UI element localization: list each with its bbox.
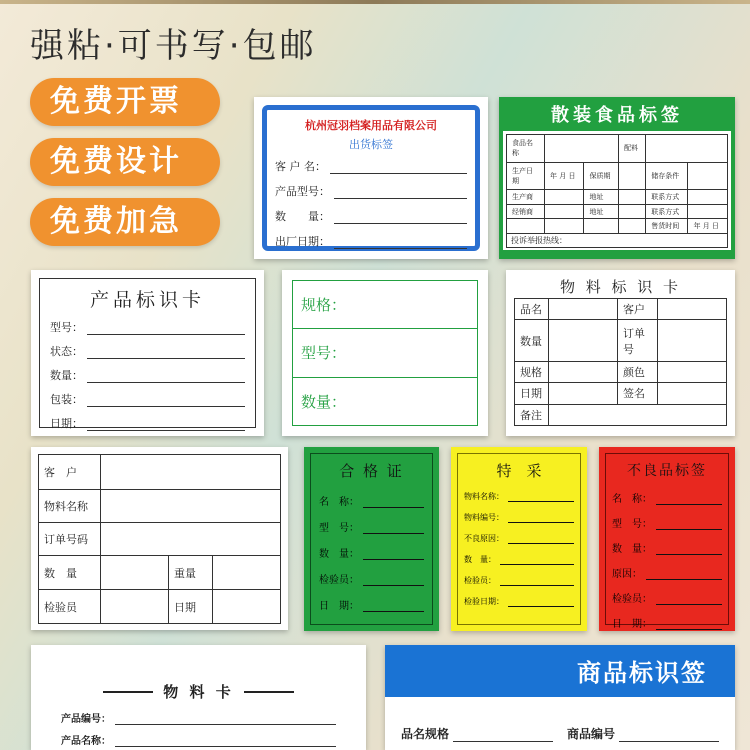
field-label: 型 号： (319, 523, 359, 534)
shipping-subtitle: 出货标签 (349, 138, 393, 151)
field-date (275, 233, 467, 249)
cell: 地址 (584, 204, 619, 219)
bulk-food-table-wrap (503, 131, 731, 250)
goods-id-label-card (385, 645, 735, 750)
field-label: 检验员： (464, 576, 496, 585)
cell: 重量 (169, 556, 213, 590)
goods-id-fields (385, 697, 735, 742)
field-label: 产品编号： (61, 714, 111, 725)
spec-row: 规格： (293, 281, 477, 329)
field (319, 493, 424, 508)
field (612, 615, 722, 630)
cell: 联系方式 (646, 204, 688, 219)
cell: 物料名称 (39, 490, 101, 523)
special-title: 特 采 (496, 462, 542, 480)
field-label: 名 称： (319, 497, 359, 508)
field (464, 554, 574, 565)
cell: 订单号码 (39, 523, 101, 556)
cell (101, 455, 281, 490)
field-product-no (61, 710, 336, 725)
cell: 日期 (169, 590, 213, 624)
field-label: 名 称： (612, 494, 652, 505)
field (319, 597, 424, 612)
field-model (50, 319, 245, 335)
top-rule (0, 0, 750, 4)
cell: 备注 (515, 404, 549, 425)
field-label: 日 期： (612, 619, 652, 630)
field-product-name (61, 732, 336, 747)
cell (101, 523, 281, 556)
cell (688, 162, 728, 190)
field-label: 不良原因： (464, 534, 504, 543)
cell (658, 361, 727, 382)
cell: 数量 (515, 320, 549, 361)
field-label: 原因： (612, 569, 642, 580)
cell (545, 135, 619, 163)
cell (619, 162, 646, 190)
bulk-food-hotline: 投诉举报热线： (506, 234, 728, 248)
cell: 储存条件 (646, 162, 688, 190)
cell: 订单号 (618, 320, 658, 361)
qty-row: 数量： (301, 392, 347, 411)
cell: 颜色 (618, 361, 658, 382)
cell: 客户 (618, 299, 658, 320)
customer-table (38, 454, 281, 624)
product-id-card (31, 270, 264, 436)
shipping-fields (275, 158, 467, 249)
company-name: 杭州冠羽档案用品有限公司 (305, 119, 437, 132)
material-id-title: 物 料 标 识 卡 (559, 278, 682, 296)
field-label: 物料名称： (464, 492, 504, 501)
field (464, 512, 574, 523)
qualified-title: 合 格 证 (339, 462, 404, 480)
cell: 年 月 日 (688, 219, 728, 234)
spec-frame (292, 280, 478, 426)
cell: 数 量 (39, 556, 101, 590)
cell (213, 590, 281, 624)
field (464, 491, 574, 502)
cell: 检验员 (39, 590, 101, 624)
cell (545, 204, 584, 219)
cell (101, 490, 281, 523)
qualified-frame (310, 453, 433, 625)
field-label: 品名规格 (401, 727, 450, 741)
cell (688, 190, 728, 205)
divider (244, 691, 294, 693)
cell (658, 320, 727, 361)
cell: 经销商 (507, 204, 545, 219)
material-card (31, 645, 366, 750)
qualified-card (304, 447, 439, 631)
field-label: 数 量： (464, 555, 496, 564)
cell (101, 556, 169, 590)
cell (619, 204, 646, 219)
cell (658, 383, 727, 404)
field-label: 型号： (50, 321, 83, 334)
field-label: 检验日期： (464, 597, 504, 606)
field-label: 检验员： (612, 594, 652, 605)
cell: 食品名称 (507, 135, 545, 163)
divider (103, 691, 153, 693)
field-label: 包装： (50, 393, 83, 406)
cell (646, 135, 728, 163)
cell (545, 190, 584, 205)
spec-card (282, 270, 488, 436)
material-id-card (506, 270, 735, 436)
cell (688, 204, 728, 219)
cell: 生产商 (507, 190, 545, 205)
cell (545, 219, 584, 234)
material-card-header (61, 681, 336, 702)
field-label: 客 户 名： (275, 160, 326, 173)
cell (549, 383, 618, 404)
material-id-table (514, 298, 727, 426)
cell: 日期 (515, 383, 549, 404)
field-label: 数量： (50, 369, 83, 382)
cell: 地址 (584, 190, 619, 205)
special-frame (457, 453, 581, 625)
customer-card (31, 447, 288, 630)
field (612, 540, 722, 555)
material-card-fields (61, 710, 336, 747)
shipping-label-frame (262, 105, 480, 251)
cell: 年 月 日 (545, 162, 584, 190)
cell: 规格 (515, 361, 549, 382)
bulk-food-title: 散装食品标签 (551, 105, 683, 126)
cell: 品名 (515, 299, 549, 320)
field-date (50, 415, 245, 431)
field (464, 596, 574, 607)
defective-title: 不良品标签 (627, 463, 707, 479)
shipping-label-card (254, 97, 488, 259)
cell: 客 户 (39, 455, 101, 490)
headline: 强粘·可书写·包邮 (30, 26, 317, 66)
field-label: 产品名称： (61, 736, 111, 747)
cell: 联系方式 (646, 190, 688, 205)
cell (549, 404, 727, 425)
field-qty (275, 208, 467, 224)
defective-fields (612, 490, 722, 630)
cell (507, 219, 545, 234)
field-label: 检验员： (319, 575, 359, 586)
bulk-food-label-card (499, 97, 735, 259)
goods-id-title: 商品标识签 (385, 645, 735, 697)
field-qty (50, 367, 245, 383)
qualified-fields (319, 493, 424, 612)
product-id-fields (50, 319, 245, 431)
field-spec (401, 725, 553, 742)
cell: 售货时间 (646, 219, 688, 234)
cell (619, 219, 646, 234)
field-label: 出厂日期： (275, 235, 330, 248)
field-model (275, 183, 467, 199)
field-customer (275, 158, 467, 174)
field-status (50, 343, 245, 359)
badge-free-invoice: 免费开票 (30, 78, 220, 126)
field (319, 545, 424, 560)
cell: 签名 (618, 383, 658, 404)
field-label: 数 量： (319, 549, 359, 560)
field-label: 数 量： (275, 210, 330, 223)
field-label: 商品编号 (567, 727, 616, 741)
cell (584, 219, 619, 234)
cell (213, 556, 281, 590)
badge-free-rush: 免费加急 (30, 198, 220, 246)
field (319, 519, 424, 534)
field-label: 产品型号： (275, 185, 330, 198)
material-id-table-wrap (514, 298, 727, 426)
cell: 配料 (619, 135, 646, 163)
field-label: 日期： (50, 417, 83, 430)
bulk-food-table (506, 134, 728, 234)
material-card-title: 物 料 卡 (163, 683, 234, 701)
field (464, 575, 574, 586)
cell (549, 320, 618, 361)
field-label: 物料编号： (464, 513, 504, 522)
product-id-frame (39, 278, 256, 428)
badge-free-design: 免费设计 (30, 138, 220, 186)
cell: 生产日期 (507, 162, 545, 190)
field-goods-no (567, 725, 719, 742)
field (612, 565, 722, 580)
field (612, 490, 722, 505)
field (319, 571, 424, 586)
field-package (50, 391, 245, 407)
defective-label-card (599, 447, 735, 631)
field (464, 533, 574, 544)
field-label: 型 号： (612, 519, 652, 530)
special-fields (464, 491, 574, 607)
cell (101, 590, 169, 624)
cell (549, 299, 618, 320)
cell (619, 190, 646, 205)
defective-frame (605, 453, 729, 630)
model-row: 型号： (293, 329, 477, 377)
special-purchase-card (451, 447, 587, 631)
field (612, 590, 722, 605)
cell (658, 299, 727, 320)
cell (549, 361, 618, 382)
cell: 保质期 (584, 162, 619, 190)
field-label: 状态： (50, 345, 83, 358)
field-label: 数 量： (612, 544, 652, 555)
field (612, 515, 722, 530)
product-id-title: 产品标识卡 (89, 289, 205, 311)
field-label: 日 期： (319, 601, 359, 612)
